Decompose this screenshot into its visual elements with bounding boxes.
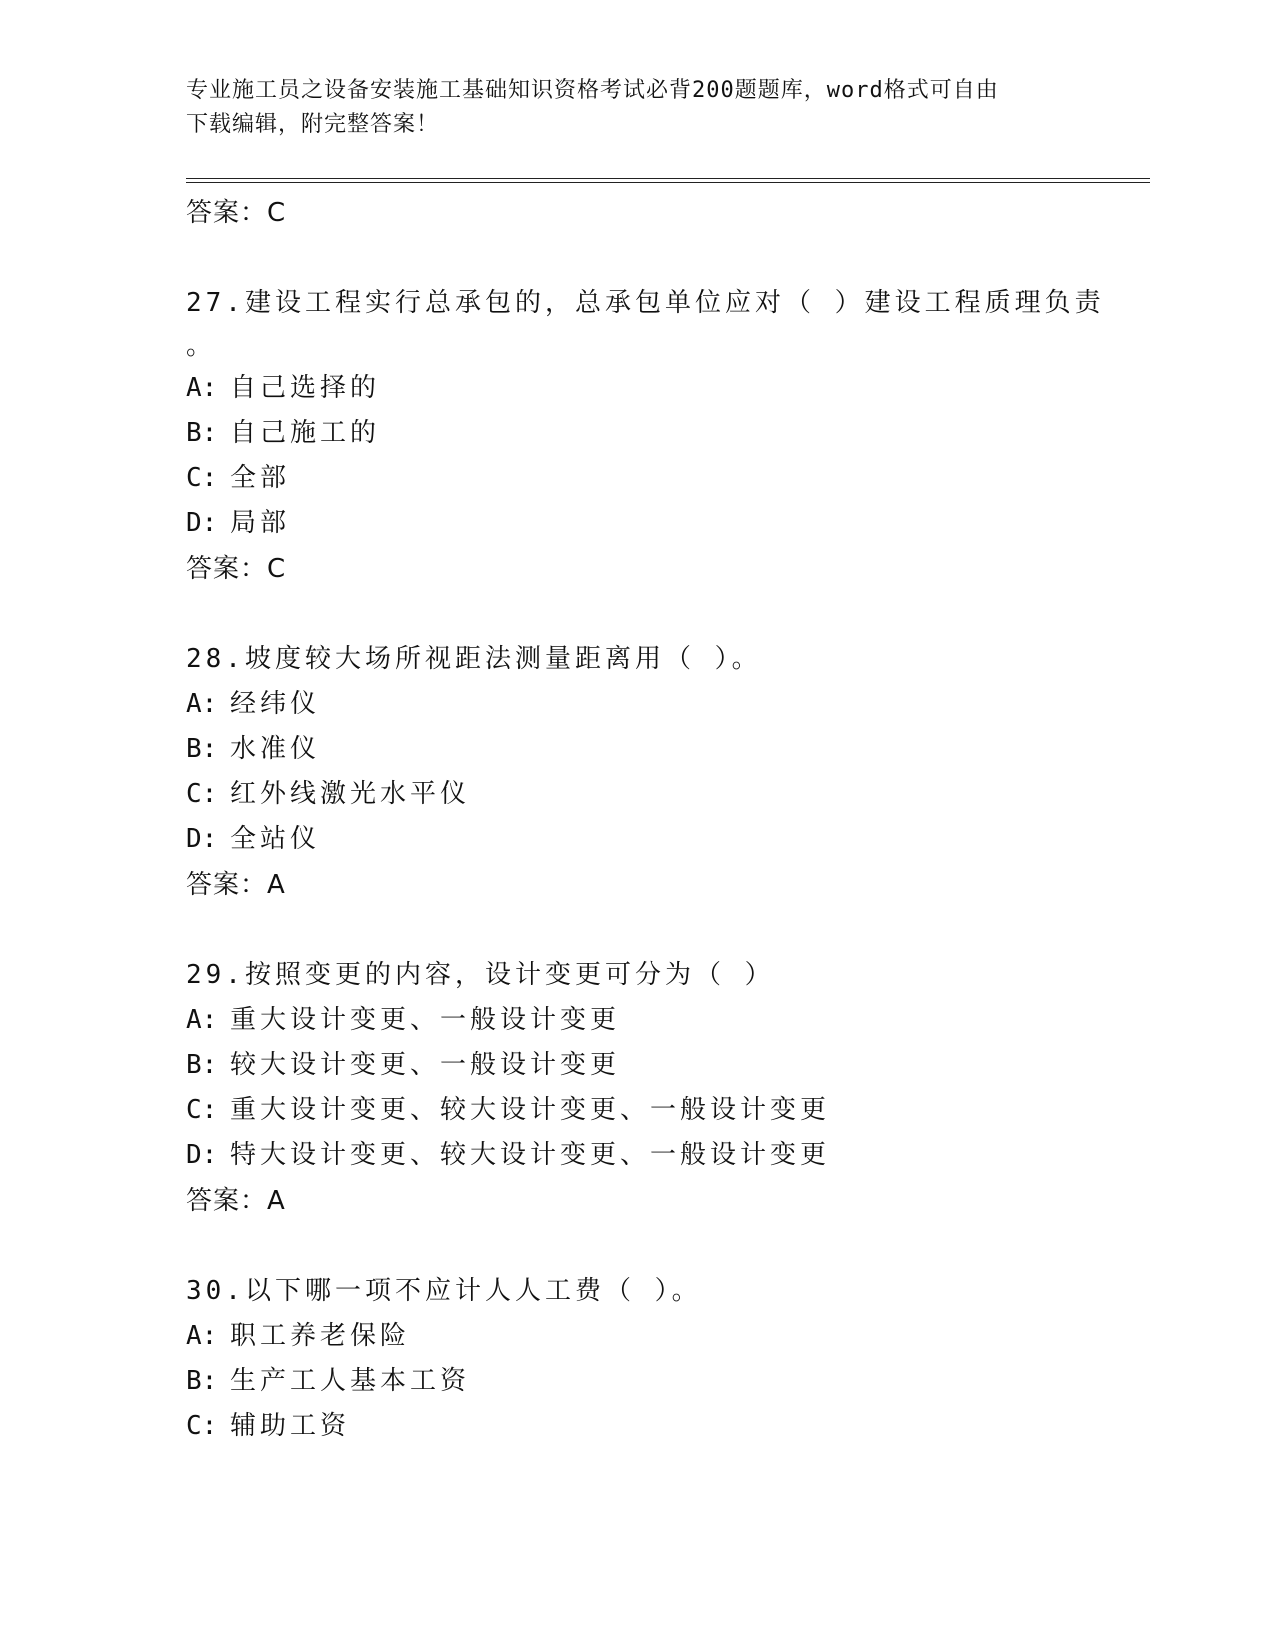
question-29 [186, 952, 1150, 1224]
answer: 答案：C [186, 554, 287, 584]
previous-answer: 答案：C [186, 198, 287, 228]
question-text: 27.建设工程实行总承包的，总承包单位应对（ ）建设工程质理负责 [186, 288, 1105, 318]
option-b [186, 411, 1150, 456]
header-line-2: 下载编辑，附完整答案！ [186, 112, 440, 137]
option-letter: B: [186, 1366, 218, 1396]
option-text: 生产工人基本工资 [230, 1366, 471, 1396]
option-letter: B: [186, 734, 218, 764]
option-letter: C: [186, 463, 218, 493]
option-b [186, 1359, 1150, 1404]
option-a [186, 998, 1150, 1043]
option-letter: C: [186, 1411, 218, 1441]
option-letter: D: [186, 824, 218, 854]
option-c [186, 1404, 1150, 1449]
answer: 答案：A [186, 1186, 286, 1216]
question-27 [186, 280, 1150, 592]
option-text: 自己选择的 [230, 373, 381, 403]
option-c [186, 772, 1150, 817]
question-text-continuation: 。 [186, 331, 217, 361]
question-text: 30.以下哪一项不应计人人工费（ ）。 [186, 1276, 702, 1306]
option-text: 重大设计变更、较大设计变更、一般设计变更 [230, 1095, 831, 1125]
option-c [186, 456, 1150, 501]
question-30 [186, 1268, 1150, 1449]
option-text: 职工养老保险 [230, 1321, 411, 1351]
option-text: 全站仪 [230, 824, 321, 854]
option-letter: A: [186, 373, 218, 403]
option-text: 红外线激光水平仪 [230, 779, 471, 809]
option-d [186, 501, 1150, 546]
option-letter: B: [186, 418, 218, 448]
question-text: 28.坡度较大场所视距法测量距离用（ ）。 [186, 644, 762, 674]
option-letter: C: [186, 779, 218, 809]
header-rule-bottom [186, 182, 1150, 183]
header-line-1: 专业施工员之设备安装施工基础知识资格考试必背200题题库，word格式可自由 [186, 78, 999, 103]
document-header [186, 74, 1086, 142]
option-b [186, 1043, 1150, 1088]
option-text: 辅助工资 [230, 1411, 351, 1441]
question-28 [186, 636, 1150, 908]
option-text: 较大设计变更、一般设计变更 [230, 1050, 621, 1080]
question-text: 29.按照变更的内容，设计变更可分为（ ） [186, 960, 775, 990]
option-text: 全部 [230, 463, 291, 493]
option-letter: A: [186, 1321, 218, 1351]
option-text: 特大设计变更、较大设计变更、一般设计变更 [230, 1140, 831, 1170]
option-text: 自己施工的 [230, 418, 381, 448]
option-letter: D: [186, 1140, 218, 1170]
option-letter: C: [186, 1095, 218, 1125]
option-d [186, 817, 1150, 862]
option-letter: A: [186, 1005, 218, 1035]
option-text: 局部 [230, 508, 291, 538]
question-list [186, 190, 1150, 1493]
option-text: 重大设计变更、一般设计变更 [230, 1005, 621, 1035]
option-letter: A: [186, 689, 218, 719]
option-d [186, 1133, 1150, 1178]
option-text: 水准仪 [230, 734, 321, 764]
option-text: 经纬仪 [230, 689, 321, 719]
option-a [186, 1314, 1150, 1359]
option-letter: B: [186, 1050, 218, 1080]
option-a [186, 366, 1150, 411]
answer: 答案：A [186, 870, 286, 900]
option-b [186, 727, 1150, 772]
option-letter: D: [186, 508, 218, 538]
option-c [186, 1088, 1150, 1133]
header-rule-top [186, 178, 1150, 179]
option-a [186, 682, 1150, 727]
